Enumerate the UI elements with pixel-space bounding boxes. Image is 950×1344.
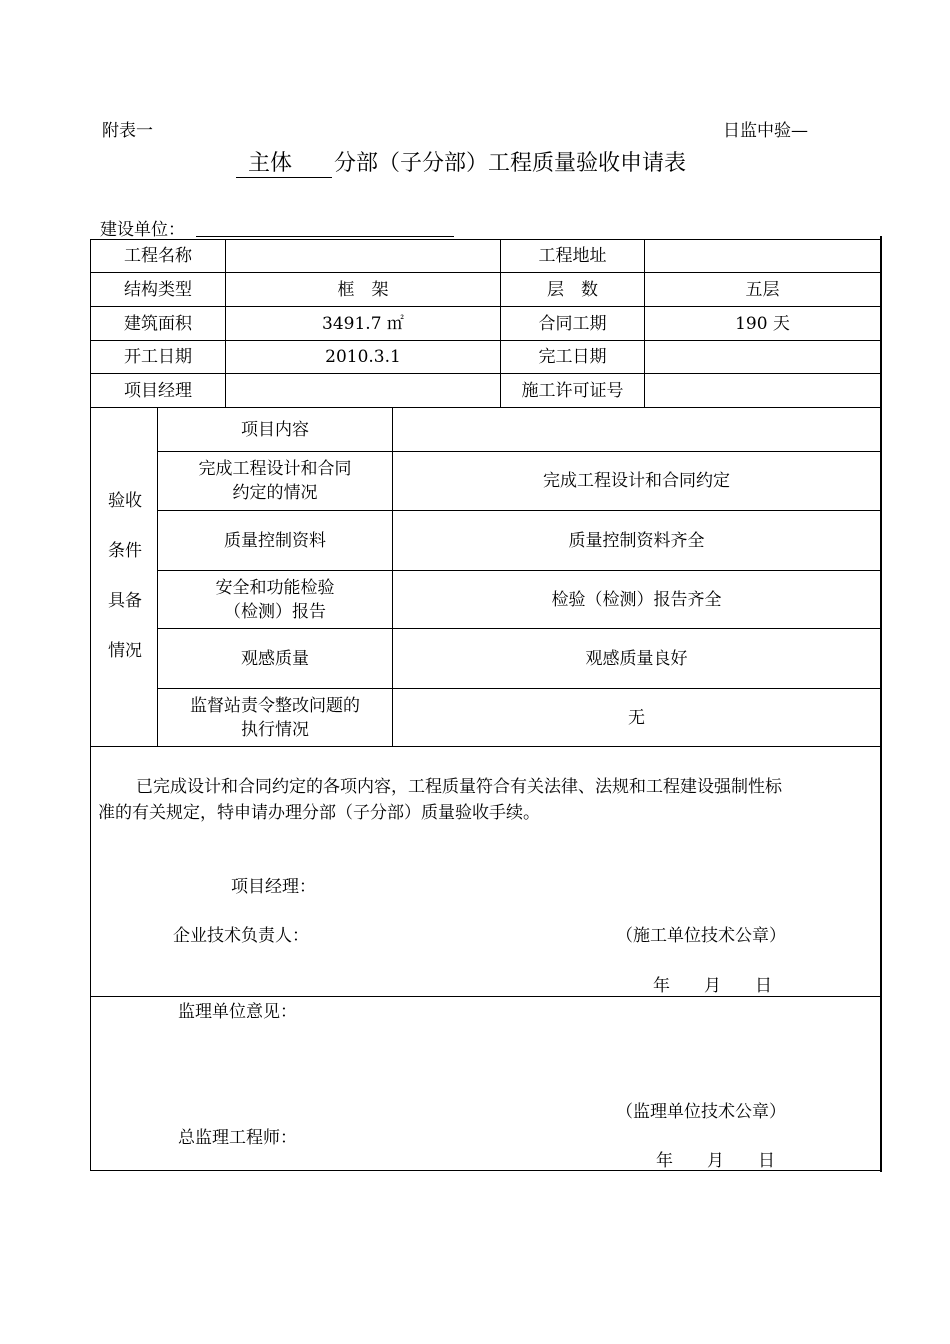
label-permit-number: 施工许可证号 <box>521 380 624 401</box>
value-floors: 五层 <box>745 279 780 300</box>
condition-item: 项目内容 <box>241 419 309 440</box>
label-structure-type: 结构类型 <box>124 279 192 300</box>
page-title: 分部（子分部）工程质量验收申请表 <box>334 151 687 176</box>
label-completion-date: 完工日期 <box>538 347 607 367</box>
supervision-opinion: 监理单位意见： <box>178 1002 297 1022</box>
value-contract-period: 190 天 <box>735 313 790 334</box>
construction-seal: （施工单位技术公章） <box>616 926 786 946</box>
attachment-label: 附表一 <box>102 121 153 141</box>
condition-result <box>393 408 880 451</box>
side-label-line: 验收 <box>108 491 142 511</box>
value-project-manager <box>226 374 500 407</box>
statement-line-1: 已完成设计和合同约定的各项内容，工程质量符合有关法律、法规和工程建设强制性标 <box>136 777 782 797</box>
value-project-address <box>645 240 880 272</box>
project-manager-sign: 项目经理： <box>231 877 316 897</box>
statement-line-2: 准的有关规定，特申请办理分部（子分部）质量验收手续。 <box>98 803 540 823</box>
condition-item: 安全和功能检验 （检测）报告 <box>215 577 335 622</box>
supervision-date: 年 月 日 <box>656 1151 775 1171</box>
title-fill: 主体 <box>248 151 293 176</box>
label-building-area: 建筑面积 <box>124 313 192 334</box>
condition-result: 无 <box>628 707 645 728</box>
condition-result: 完成工程设计和合同约定 <box>543 471 730 491</box>
label-contract-period: 合同工期 <box>538 313 607 334</box>
build-unit-label: 建设单位： <box>100 220 185 240</box>
title-underline <box>236 177 332 178</box>
label-project-name: 工程名称 <box>124 246 192 266</box>
side-label-line: 条件 <box>108 541 142 561</box>
condition-result: 质量控制资料齐全 <box>568 530 705 551</box>
condition-item: 监督站责令整改问题的 执行情况 <box>190 695 360 740</box>
condition-item: 观感质量 <box>241 648 309 669</box>
condition-result: 检验（检测）报告齐全 <box>551 589 722 610</box>
condition-item: 完成工程设计和合同 约定的情况 <box>198 459 352 503</box>
tech-lead-sign: 企业技术负责人： <box>173 926 309 946</box>
value-structure-type: 框 架 <box>337 279 389 300</box>
side-label-line: 具备 <box>108 591 142 611</box>
value-completion-date <box>645 341 880 373</box>
build-unit-field <box>196 236 454 237</box>
side-label-line: 情况 <box>108 641 142 661</box>
condition-result: 观感质量良好 <box>585 648 688 669</box>
chief-engineer-sign: 总监理工程师： <box>178 1128 297 1148</box>
supervision-seal: （监理单位技术公章） <box>616 1102 786 1122</box>
label-project-address: 工程地址 <box>538 246 607 266</box>
construction-date: 年 月 日 <box>653 976 772 996</box>
label-floors: 层 数 <box>547 279 598 300</box>
value-permit-number <box>645 374 880 407</box>
value-project-name <box>226 240 500 272</box>
label-start-date: 开工日期 <box>124 347 192 367</box>
value-start-date: 2010.3.1 <box>325 347 401 367</box>
condition-item: 质量控制资料 <box>224 530 326 551</box>
form-code: 日监中验— <box>723 121 808 141</box>
label-project-manager: 项目经理 <box>124 380 192 401</box>
value-building-area: 3491.7 ㎡ <box>322 313 404 334</box>
